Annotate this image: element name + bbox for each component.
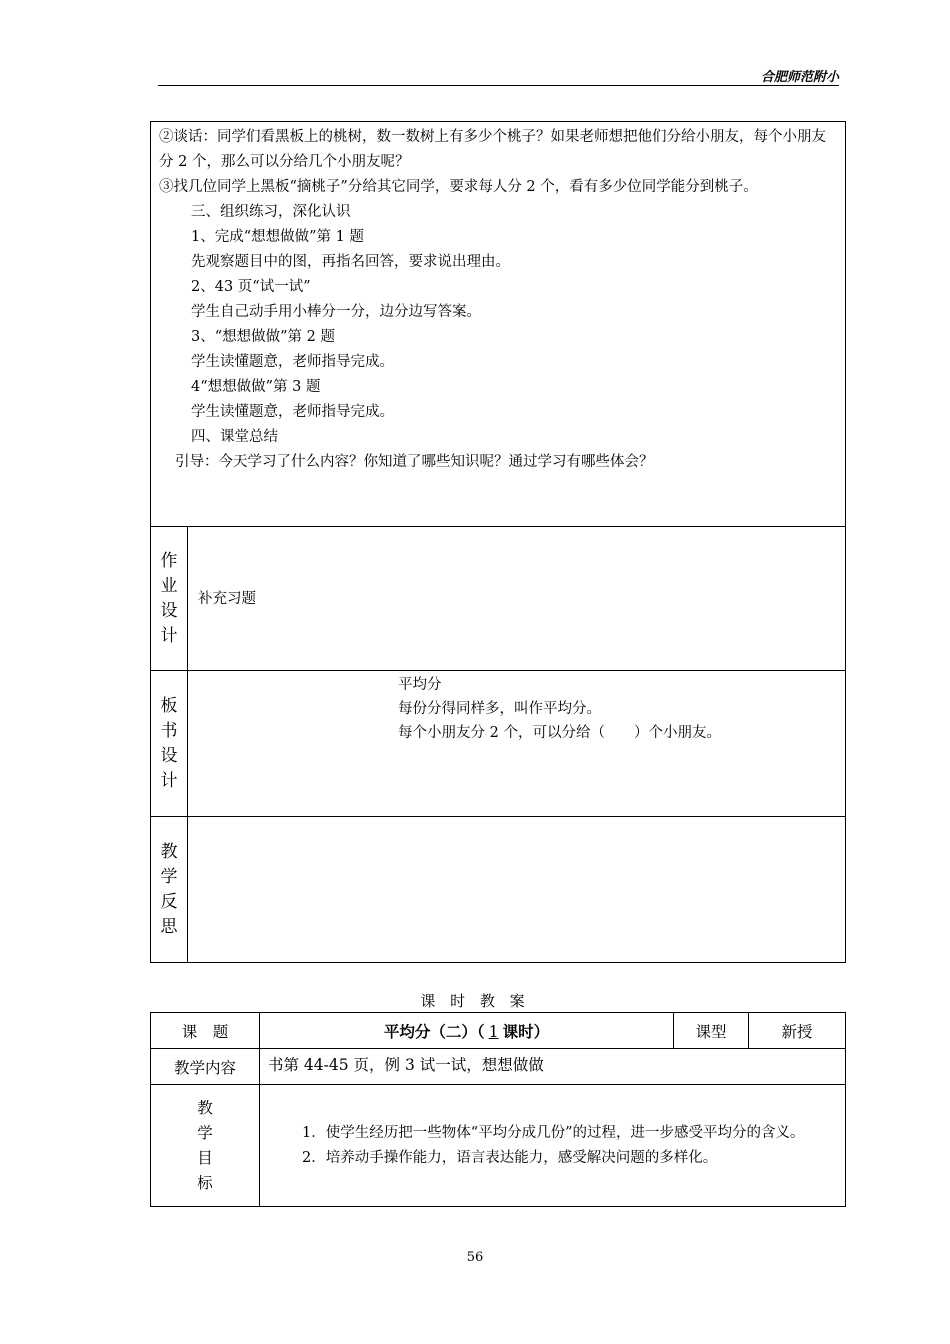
process-line: 3、“想想做做”第 2 题	[191, 329, 335, 345]
teaching-process-cell	[151, 122, 846, 527]
content-row	[151, 1049, 846, 1085]
lesson-plan-table-continued	[150, 121, 846, 963]
goals-row	[151, 1085, 846, 1207]
topic-title: 平均分（二）（	[383, 1021, 485, 1041]
topic-label: 课 题	[151, 1013, 260, 1049]
lesson-type-label: 课型	[674, 1013, 749, 1049]
content-label: 教学内容	[151, 1049, 260, 1085]
homework-row	[151, 527, 846, 671]
process-line: 学生读懂题意，老师指导完成。	[191, 404, 394, 420]
process-line: 1、完成“想想做做”第 1 题	[191, 229, 364, 245]
lesson-type-value: 新授	[749, 1013, 846, 1049]
board-design-label: 板 书 设 计	[151, 671, 188, 817]
board-design-cell	[188, 671, 846, 817]
teaching-process-row	[151, 122, 846, 527]
reflection-row	[151, 817, 846, 963]
board-design-row	[151, 671, 846, 817]
process-heading: 三、组织练习，深化认识	[191, 204, 351, 220]
goals-label: 教 学 目 标	[151, 1085, 260, 1207]
topic-hours-suffix: 课时）	[502, 1021, 550, 1041]
goals-cell	[260, 1085, 846, 1207]
reflection-label: 教 学 反 思	[151, 817, 188, 963]
topic-hours: 1	[488, 1022, 499, 1041]
process-line: 2、43 页“试一试”	[191, 279, 311, 295]
section-title: 课 时 教 案	[420, 992, 530, 1010]
board-title: 平均分	[398, 677, 442, 693]
homework-label: 作 业 设 计	[151, 527, 188, 671]
process-line: 学生读懂题意，老师指导完成。	[191, 354, 394, 370]
process-line: 先观察题目中的图，再指名回答，要求说出理由。	[191, 254, 510, 270]
process-line: 4“想想做做”第 3 题	[191, 379, 321, 395]
page-number: 56	[466, 1250, 484, 1265]
process-line: ③找几位同学上黑板“摘桃子”分给其它同学，要求每人分 2 个，看有多少位同学能分到桃子。	[159, 179, 758, 195]
process-line: ②谈话：同学们看黑板上的桃树，数一数树上有多少个桃子？如果老师想把他们分给小朋友，每个小朋友分 2 个，那么可以分给几个小朋友呢？	[159, 129, 826, 170]
header-rule	[158, 85, 839, 86]
homework-cell	[188, 527, 846, 671]
topic-row	[151, 1013, 846, 1049]
topic-cell	[260, 1013, 674, 1049]
board-line: 每份分得同样多，叫作平均分。	[398, 701, 601, 717]
content-text: 书第 44-45 页，例 3 试一试，想想做做	[260, 1049, 846, 1085]
board-line: 每个小朋友分 2 个，可以分给（ ）个小朋友。	[398, 725, 721, 741]
lesson-plan-table	[150, 1012, 846, 1207]
homework-text: 补充习题	[198, 591, 256, 607]
process-line: 学生自己动手用小棒分一分，边分边写答案。	[191, 304, 481, 320]
reflection-cell	[188, 817, 846, 963]
goal-item: 2．培养动手操作能力，语言表达能力，感受解决问题的多样化。	[302, 1150, 718, 1166]
process-heading: 四、课堂总结	[191, 429, 278, 445]
process-line: 引导：今天学习了什么内容？你知道了哪些知识呢？通过学习有哪些体会？	[175, 454, 654, 470]
header-school-name: 合肥师范附小	[760, 70, 839, 85]
goal-item: 1．使学生经历把一些物体“平均分成几份”的过程，进一步感受平均分的含义。	[302, 1125, 805, 1141]
